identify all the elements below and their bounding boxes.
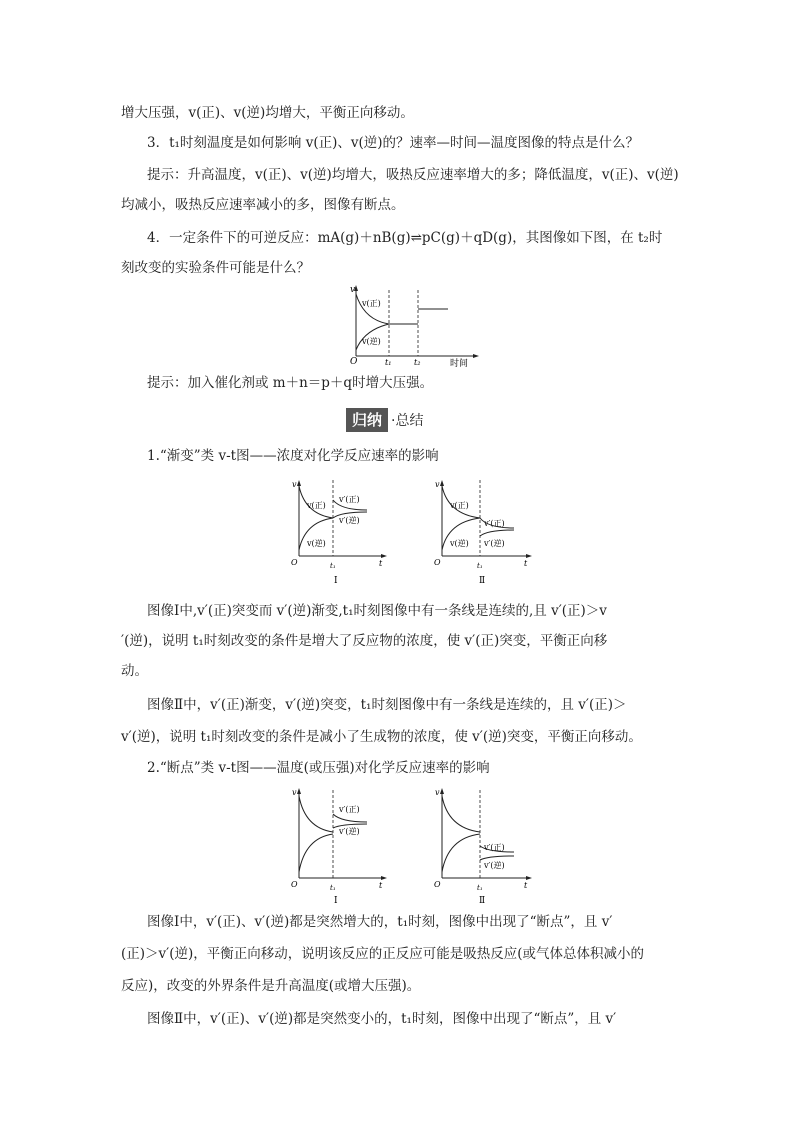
figure-caption: Ⅰ bbox=[334, 896, 338, 906]
curve-label-new-forward: v′(正) bbox=[339, 805, 360, 814]
figure-caption: Ⅰ bbox=[334, 576, 338, 586]
axis-label-t: t bbox=[524, 881, 528, 890]
paragraph-line: 图像Ⅰ中，v′(正)、v′(逆)都是突然增大的，t₁时刻，图像中出现了“断点”，且 v′ bbox=[147, 914, 613, 930]
question-4-cont: 刻改变的实验条件可能是什么？ bbox=[121, 260, 310, 276]
paragraph-line: 增大压强，v(正)、v(逆)均增大，平衡正向移动。 bbox=[121, 105, 414, 121]
figure-breakpoint-II bbox=[430, 784, 540, 906]
tick-label-t1: t₁ bbox=[477, 562, 483, 570]
paragraph-line: 反应)，改变的外界条件是升高温度(或增大压强)。 bbox=[121, 978, 421, 994]
origin-label: O bbox=[350, 357, 358, 367]
section-2-heading: 2.“断点”类 v-t图——温度(或压强)对化学反应速率的影响 bbox=[147, 760, 490, 776]
question-3: 3．t₁时刻温度是如何影响 v(正)、v(逆)的？速率—时间—温度图像的特点是什么？ bbox=[147, 135, 640, 151]
hint-line: 提示：升高温度，v(正)、v(逆)均增大，吸热反应速率增大的多；降低温度，v(正)、v(逆) bbox=[147, 167, 679, 183]
figure-caption: Ⅱ bbox=[479, 576, 486, 586]
paragraph-line: 图像Ⅰ中,v′(正)突变而 v′(逆)渐变,t₁时刻图像中有一条线是连续的,且 v′(正)＞v bbox=[147, 603, 607, 619]
paragraph-line: 图像Ⅱ中，v′(正)、v′(逆)都是突然变小的，t₁时刻，图像中出现了“断点”，且 v′ bbox=[147, 1011, 617, 1027]
axis-label-t: t bbox=[524, 559, 528, 568]
tick-label-t1: t₁ bbox=[330, 884, 336, 892]
section-1-heading: 1.“渐变”类 v-t图——浓度对化学反应速率的影响 bbox=[147, 448, 439, 464]
tick-label-t1: t₁ bbox=[385, 358, 392, 367]
summary-heading-rest: ·总结 bbox=[391, 413, 424, 429]
axis-label-time: 时间 bbox=[450, 359, 469, 368]
origin-label: O bbox=[434, 558, 441, 567]
tick-label-t1: t₁ bbox=[330, 562, 336, 570]
axis-label-t: t bbox=[379, 559, 383, 568]
axis-label-v: v bbox=[292, 788, 297, 797]
paragraph-line: (正)＞v′(逆)，平衡正向移动，说明该反应的正反应可能是吸热反应(或气体总体积减小的 bbox=[121, 946, 645, 962]
figure-caption: Ⅱ bbox=[479, 896, 486, 906]
curve-label-new-forward: v′(正) bbox=[484, 843, 505, 852]
axis-label-t: t bbox=[379, 881, 383, 890]
axis-label-v: v bbox=[292, 480, 297, 489]
origin-label: O bbox=[434, 880, 441, 889]
curve-label-forward: v(正) bbox=[307, 501, 326, 510]
summary-heading bbox=[346, 408, 423, 432]
origin-label: O bbox=[291, 558, 298, 567]
hint-line: 均减小，吸热反应速率减小的多，图像有断点。 bbox=[121, 197, 405, 213]
figure-breakpoint-I bbox=[287, 784, 391, 906]
curve-label-forward: v(正) bbox=[362, 299, 381, 308]
curve-label-reverse: v(逆) bbox=[307, 539, 326, 548]
tick-label-t1: t₁ bbox=[477, 884, 483, 892]
paragraph-line: 动。 bbox=[121, 663, 148, 679]
curve-label-new-forward: v′(正) bbox=[339, 495, 360, 504]
question-4: 4．一定条件下的可逆反应：mA(g)＋nB(g)⇌pC(g)＋qD(g)，其图像如下图，在 t₂时 bbox=[147, 230, 663, 246]
curve-label-reverse: v(逆) bbox=[362, 337, 381, 346]
figure-gradual-I bbox=[287, 476, 391, 594]
curve-label-new-reverse: v′(逆) bbox=[484, 861, 505, 870]
curve-label-forward: v(正) bbox=[450, 501, 469, 510]
curve-label-new-reverse: v′(逆) bbox=[339, 516, 360, 525]
curve-label-new-reverse: v′(逆) bbox=[339, 827, 360, 836]
figure-gradual-II bbox=[430, 476, 540, 594]
paragraph-line: 图像Ⅱ中，v′(正)渐变，v′(逆)突变，t₁时刻图像中有一条线是连续的，且 v′(正)＞ bbox=[147, 697, 627, 713]
curve-label-reverse: v(逆) bbox=[450, 539, 469, 548]
figure-q4-vt-graph bbox=[344, 282, 484, 368]
hint-line: 提示：加入催化剂或 m＋n＝p＋q时增大压强。 bbox=[147, 375, 434, 391]
tick-label-t2: t₂ bbox=[414, 358, 421, 367]
paragraph-line: ′(逆)，说明 t₁时刻改变的条件是增大了反应物的浓度，使 v′(正)突变，平衡正向移 bbox=[121, 633, 608, 649]
axis-label-v: v bbox=[435, 788, 440, 797]
curve-label-new-reverse: v′(逆) bbox=[484, 539, 505, 548]
curve-label-new-forward: v′(正) bbox=[484, 519, 505, 528]
summary-badge: 归纳 bbox=[346, 408, 388, 432]
paragraph-line: v′(逆)，说明 t₁时刻改变的条件是减小了生成物的浓度，使 v′(逆)突变，平衡正向移动。 bbox=[121, 729, 642, 745]
origin-label: O bbox=[291, 880, 298, 889]
axis-label-v: v bbox=[435, 480, 440, 489]
axis-label-v: v bbox=[350, 285, 356, 295]
